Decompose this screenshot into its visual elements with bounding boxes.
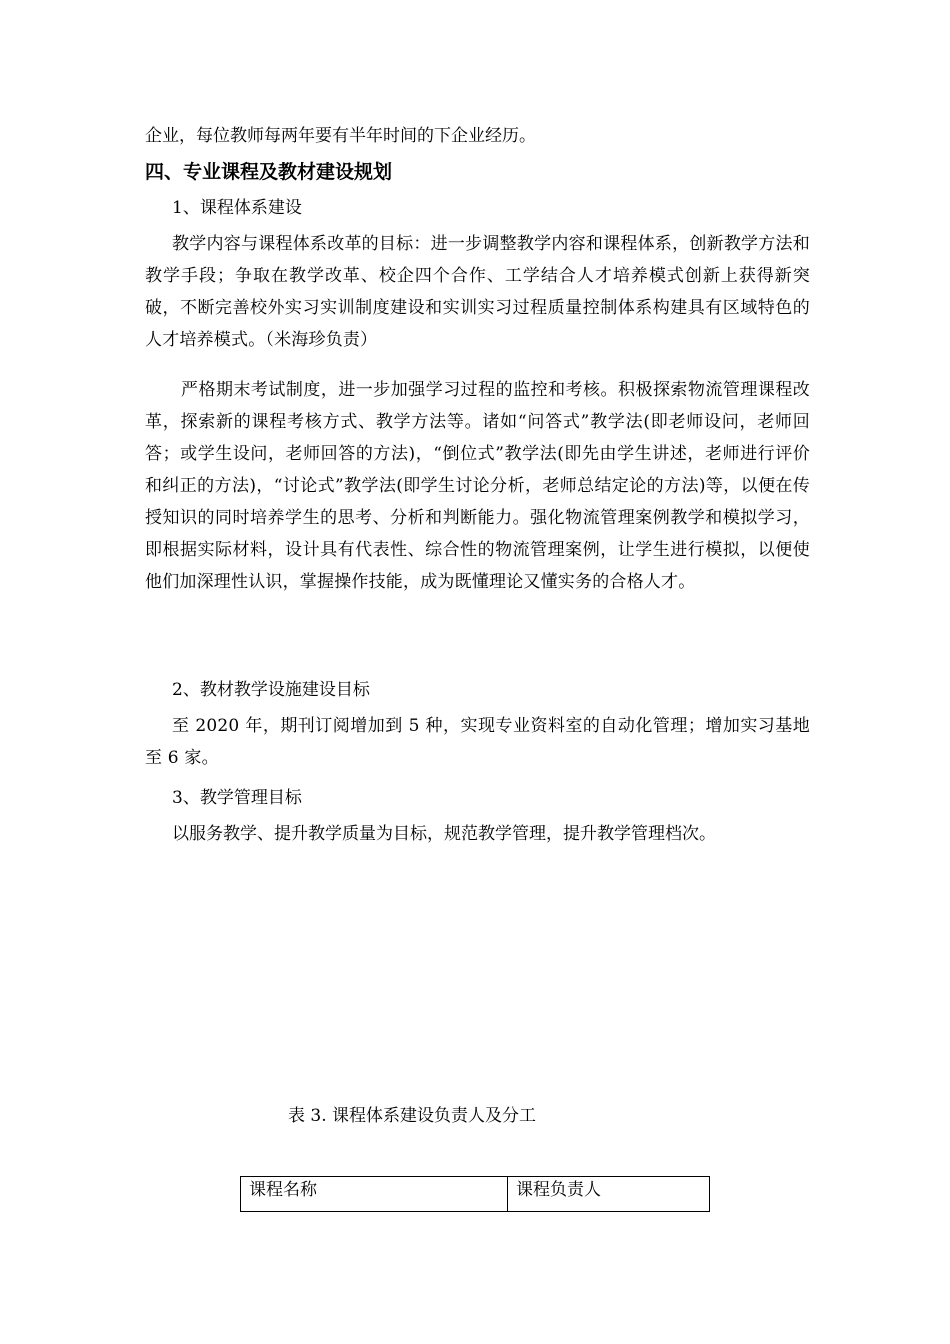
header-course-name: 课程名称 [241, 1177, 508, 1212]
course-responsibility-table [240, 1176, 710, 1212]
paragraph-exam-teaching-methods: 严格期末考试制度，进一步加强学习过程的监控和考核。积极探索物流管理课程改革，探索新的课程考核方式、教学方法等。诸如“问答式”教学法(即老师设问，老师回答；或学生设问，老师回答的方法)，“倒位式”教学法(即先由学生讲述，老师进行评价和纠正的方法)，“讨论式”教学法(即学生讨论分析，老师总结定论的方法)等，以便在传授知识的同时培养学生的思考、分析和判断能力。强化物流管理案例教学和模拟学习，即根据实际材料，设计具有代表性、综合性的物流管理案例，让学生进行模拟，以便使他们加深理性认识，掌握操作技能，成为既懂理论又懂实务的合格人才。 [145, 380, 810, 592]
table-header-row [241, 1177, 710, 1212]
section-heading: 四、专业课程及教材建设规划 [145, 161, 393, 183]
header-course-owner: 课程负责人 [508, 1177, 710, 1212]
paragraph-facilities-goal: 至 2020 年，期刊订阅增加到 5 种，实现专业资料室的自动化管理；增加实习基地至 6 家。 [145, 716, 810, 768]
paragraph-management-goal: 以服务教学、提升教学质量为目标，规范教学管理，提升教学管理档次。 [172, 824, 716, 844]
subsection-title-1: 1、课程体系建设 [172, 198, 302, 218]
intro-line: 企业，每位教师每两年要有半年时间的下企业经历。 [145, 126, 536, 146]
table-caption: 表 3. 课程体系建设负责人及分工 [288, 1106, 537, 1126]
paragraph-curriculum-reform: 教学内容与课程体系改革的目标：进一步调整教学内容和课程体系，创新教学方法和教学手段；争取在教学改革、校企四个合作、工学结合人才培养模式创新上获得新突破，不断完善校外实习实训制度建设和实训实习过程质量控制体系构建具有区域特色的人才培养模式。（米海珍负责） [145, 234, 810, 350]
subsection-title-2: 2、教材教学设施建设目标 [172, 680, 370, 700]
subsection-title-3: 3、教学管理目标 [172, 788, 302, 808]
